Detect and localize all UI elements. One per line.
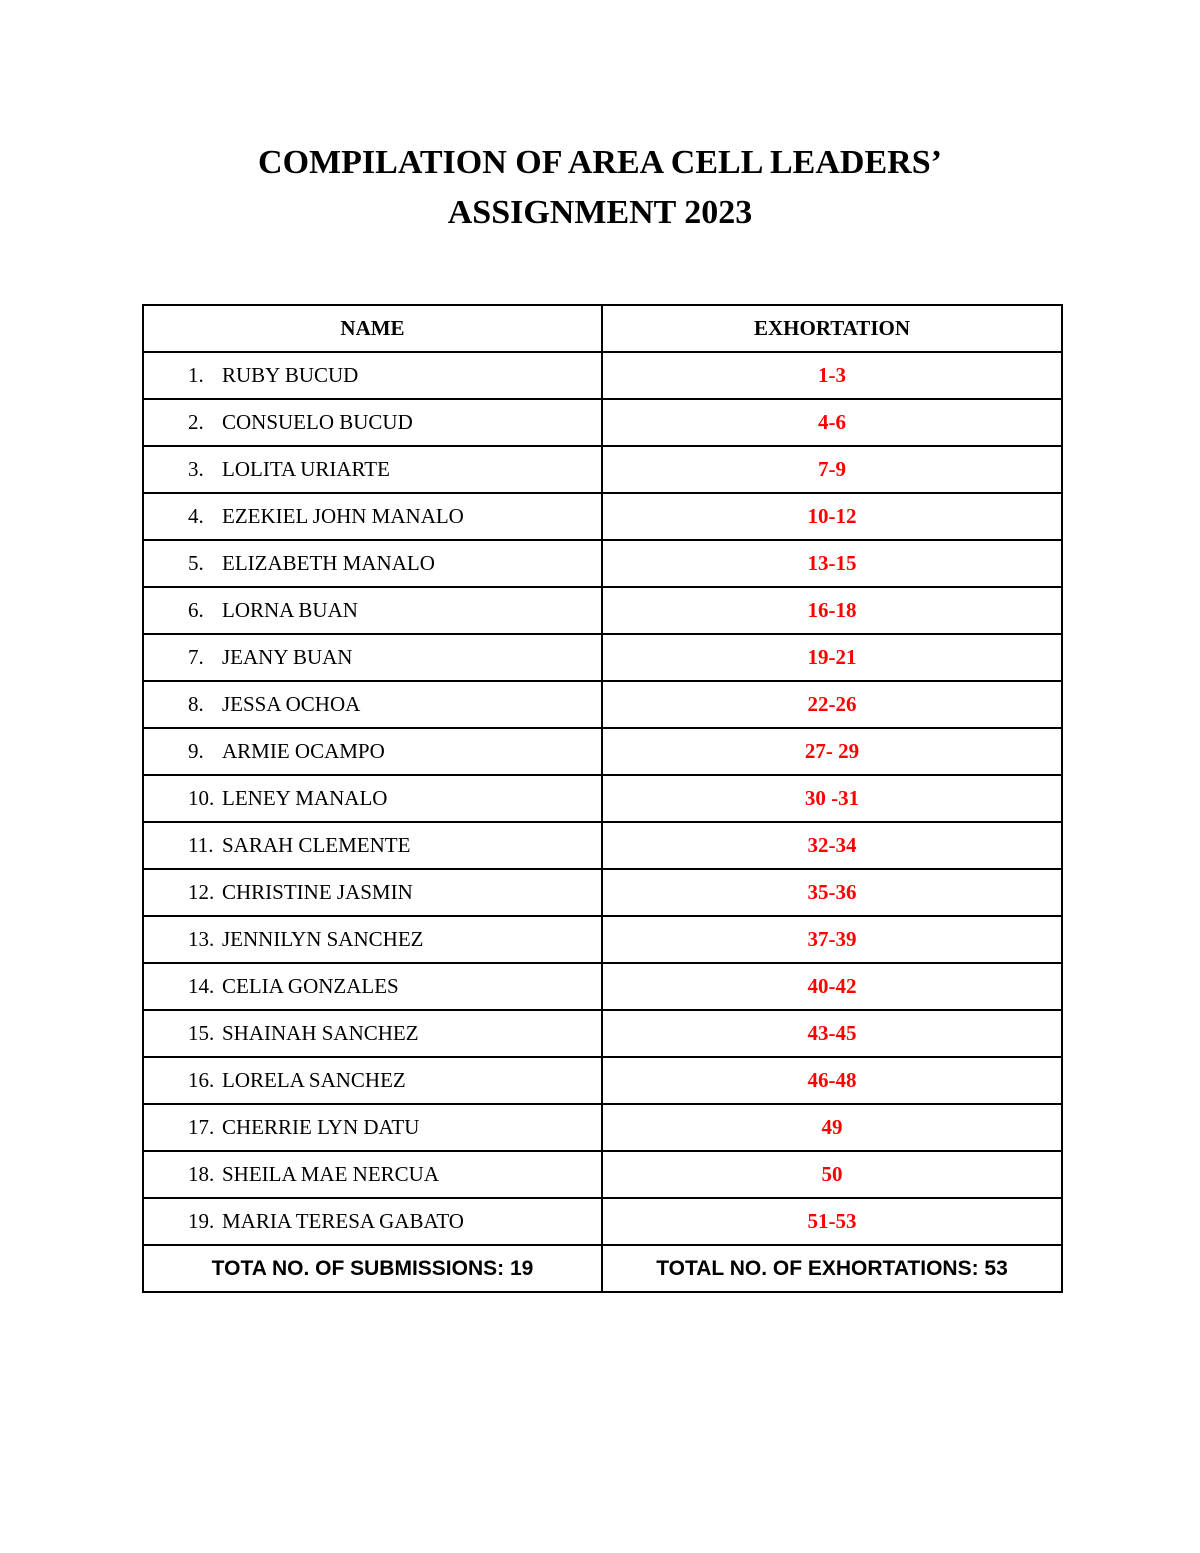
leader-name: LOLITA URIARTE: [222, 457, 390, 481]
table-row: [143, 587, 1062, 634]
name-cell: [143, 446, 602, 493]
name-cell: [143, 634, 602, 681]
table-row: [143, 1104, 1062, 1151]
name-cell: [143, 916, 602, 963]
table-row: [143, 1010, 1062, 1057]
exhortation-cell: 37-39: [602, 916, 1062, 963]
name-cell: [143, 775, 602, 822]
table-row: [143, 822, 1062, 869]
exhortation-cell: 49: [602, 1104, 1062, 1151]
table-row: [143, 446, 1062, 493]
leader-name: EZEKIEL JOHN MANALO: [222, 504, 464, 528]
row-number: 2.: [188, 410, 204, 434]
leader-name: LORELA SANCHEZ: [222, 1068, 406, 1092]
name-cell: [143, 399, 602, 446]
exhortation-cell: 4-6: [602, 399, 1062, 446]
table-row: [143, 963, 1062, 1010]
leader-name: CONSUELO BUCUD: [222, 410, 413, 434]
header-name: NAME: [143, 305, 602, 352]
row-number: 18.: [188, 1162, 215, 1186]
name-cell: [143, 352, 602, 399]
table-row: [143, 1198, 1062, 1245]
name-cell: [143, 963, 602, 1010]
row-number: 9.: [188, 739, 204, 763]
total-exhortations: TOTAL NO. OF EXHORTATIONS: 53: [602, 1245, 1062, 1292]
row-number: 16.: [188, 1068, 215, 1092]
table-row: [143, 352, 1062, 399]
table-row: [143, 493, 1062, 540]
row-number: 10.: [188, 786, 215, 810]
name-cell: [143, 1198, 602, 1245]
name-cell: [143, 1151, 602, 1198]
leader-name: JEANY BUAN: [222, 645, 353, 669]
leader-name: ARMIE OCAMPO: [222, 739, 385, 763]
exhortation-cell: 35-36: [602, 869, 1062, 916]
row-number: 12.: [188, 880, 215, 904]
header-exhortation: EXHORTATION: [602, 305, 1062, 352]
name-cell: [143, 1010, 602, 1057]
leader-name: CHERRIE LYN DATU: [222, 1115, 420, 1139]
leader-name: SARAH CLEMENTE: [222, 833, 411, 857]
name-cell: [143, 728, 602, 775]
exhortation-cell: 27- 29: [602, 728, 1062, 775]
name-cell: [143, 540, 602, 587]
exhortation-cell: 51-53: [602, 1198, 1062, 1245]
totals-row: [143, 1245, 1062, 1292]
table-row: [143, 916, 1062, 963]
leader-name: JENNILYN SANCHEZ: [222, 927, 424, 951]
title-line-1: COMPILATION OF AREA CELL LEADERS’: [258, 144, 942, 181]
exhortation-cell: 43-45: [602, 1010, 1062, 1057]
row-number: 5.: [188, 551, 204, 575]
exhortation-cell: 30 -31: [602, 775, 1062, 822]
table-row: [143, 1151, 1062, 1198]
leader-name: SHAINAH SANCHEZ: [222, 1021, 419, 1045]
exhortation-cell: 22-26: [602, 681, 1062, 728]
leader-name: RUBY BUCUD: [222, 363, 359, 387]
exhortation-cell: 7-9: [602, 446, 1062, 493]
total-submissions: TOTA NO. OF SUBMISSIONS: 19: [143, 1245, 602, 1292]
name-cell: [143, 681, 602, 728]
table-row: [143, 869, 1062, 916]
leader-name: LENEY MANALO: [222, 786, 388, 810]
exhortation-cell: 10-12: [602, 493, 1062, 540]
leader-name: JESSA OCHOA: [222, 692, 361, 716]
row-number: 4.: [188, 504, 204, 528]
row-number: 6.: [188, 598, 204, 622]
exhortation-cell: 19-21: [602, 634, 1062, 681]
name-cell: [143, 587, 602, 634]
name-cell: [143, 1057, 602, 1104]
table-row: [143, 775, 1062, 822]
row-number: 8.: [188, 692, 204, 716]
table-header-row: [143, 305, 1062, 352]
exhortation-cell: 46-48: [602, 1057, 1062, 1104]
table-body: [143, 352, 1062, 1245]
table-row: [143, 681, 1062, 728]
leader-name: ELIZABETH MANALO: [222, 551, 435, 575]
title-line-2: ASSIGNMENT 2023: [447, 194, 753, 231]
leader-name: CELIA GONZALES: [222, 974, 399, 998]
exhortation-cell: 40-42: [602, 963, 1062, 1010]
table-row: [143, 1057, 1062, 1104]
exhortation-cell: 1-3: [602, 352, 1062, 399]
name-cell: [143, 493, 602, 540]
name-cell: [143, 822, 602, 869]
row-number: 13.: [188, 927, 215, 951]
exhortation-cell: 16-18: [602, 587, 1062, 634]
row-number: 15.: [188, 1021, 215, 1045]
table-row: [143, 540, 1062, 587]
document-title: [0, 138, 1200, 238]
row-number: 1.: [188, 363, 204, 387]
row-number: 19.: [188, 1209, 215, 1233]
table-row: [143, 399, 1062, 446]
table-row: [143, 634, 1062, 681]
row-number: 11.: [188, 833, 214, 857]
exhortation-cell: 32-34: [602, 822, 1062, 869]
name-cell: [143, 1104, 602, 1151]
row-number: 14.: [188, 974, 215, 998]
leader-name: MARIA TERESA GABATO: [222, 1209, 464, 1233]
assignment-table: [142, 304, 1063, 1293]
leader-name: CHRISTINE JASMIN: [222, 880, 413, 904]
row-number: 7.: [188, 645, 204, 669]
leader-name: SHEILA MAE NERCUA: [222, 1162, 440, 1186]
name-cell: [143, 869, 602, 916]
exhortation-cell: 13-15: [602, 540, 1062, 587]
row-number: 17.: [188, 1115, 215, 1139]
row-number: 3.: [188, 457, 204, 481]
leader-name: LORNA BUAN: [222, 598, 358, 622]
exhortation-cell: 50: [602, 1151, 1062, 1198]
table-row: [143, 728, 1062, 775]
